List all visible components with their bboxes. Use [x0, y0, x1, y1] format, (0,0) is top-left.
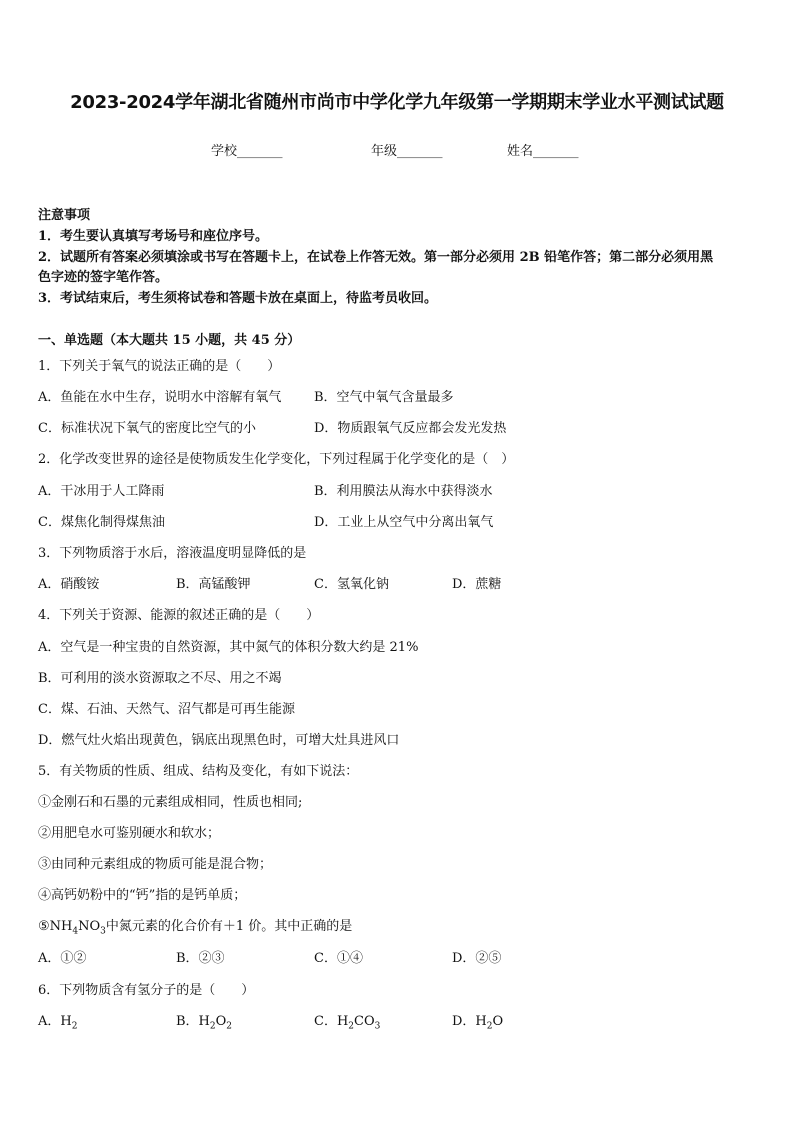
question-4-option-b: B．可利用的淡水资源取之不尽、用之不竭 [38, 671, 282, 686]
section-heading: 一、单选题（本大题共 15 小题，共 45 分） [38, 333, 301, 348]
question-5-option-d: D．②⑤ [452, 951, 502, 966]
grade-field: 年级_______ [371, 144, 443, 159]
question-5-stem: 5．有关物质的性质、组成、结构及变化，有如下说法： [38, 764, 359, 779]
question-6-option-b [176, 1010, 232, 1032]
name-field: 姓名_______ [507, 144, 579, 159]
question-5-option-c: C．①④ [314, 951, 363, 966]
formula-subscript: 2 [348, 1021, 355, 1032]
question-1-option-c: C．标准状况下氧气的密度比空气的小 [38, 421, 256, 436]
school-field: 学校_______ [211, 144, 283, 159]
question-6-option-d [452, 1010, 503, 1032]
formula-text: NO [78, 919, 101, 934]
formula-text: C．H [314, 1014, 349, 1029]
question-3-stem: 3．下列物质溶于水后，溶液温度明显降低的是 [38, 546, 307, 561]
question-3-option-b: B．高锰酸钾 [176, 577, 251, 592]
formula-text: CO [354, 1014, 375, 1029]
question-2-option-d: D．工业上从空气中分离出氧气 [314, 515, 494, 530]
question-6-option-c [314, 1010, 380, 1032]
formula-text: B．H [176, 1014, 210, 1029]
notice-item: 色字迹的签字笔作答。 [38, 270, 169, 285]
question-2-option-b: B．利用膜法从海水中获得淡水 [314, 484, 493, 499]
page-title: 2023-2024学年湖北省随州市尚市中学化学九年级第一学期期末学业水平测试试题 [70, 92, 724, 113]
question-4-option-a: A．空气是一种宝贵的自然资源，其中氮气的体积分数大约是 21% [38, 640, 419, 655]
formula-text: ⑤NH [38, 919, 73, 934]
question-5-statement-1: ①金刚石和石墨的元素组成相同，性质也相同; [38, 795, 303, 810]
question-6-option-a [38, 1010, 77, 1032]
formula-text: O [492, 1014, 504, 1029]
question-1-option-b: B．空气中氧气含量最多 [314, 390, 454, 405]
formula-subscript: 2 [226, 1021, 233, 1032]
question-4-option-c: C．煤、石油、天然气、沼气都是可再生能源 [38, 702, 295, 717]
formula-subscript: 3 [100, 926, 106, 937]
question-5-statement-5 [38, 915, 352, 937]
question-5-statement-3: ③由同种元素组成的物质可能是混合物； [38, 857, 273, 872]
statement-text: 中氮元素的化合价有＋1 价。其中正确的是 [105, 919, 353, 934]
question-5-statement-4: ④高钙奶粉中的“钙”指的是钙单质； [38, 888, 247, 903]
question-2-stem: 2．化学改变世界的途径是使物质发生化学变化，下列过程属于化学变化的是（ ） [38, 452, 515, 467]
formula-text: D．H [452, 1014, 487, 1029]
notice-heading: 注意事项 [38, 208, 91, 223]
question-6-stem: 6．下列物质含有氢分子的是（ ） [38, 983, 255, 998]
formula-text: O [215, 1014, 227, 1029]
notice-item: 3．考试结束后，考生须将试卷和答题卡放在桌面上，待监考员收回。 [38, 291, 438, 306]
formula-subscript: 2 [71, 1021, 78, 1032]
notice-item: 2．试题所有答案必须填涂或书写在答题卡上，在试卷上作答无效。第一部分必须用 2B 铅笔作答；第二部分必须用黑 [38, 250, 714, 265]
question-4-option-d: D．燃气灶火焰出现黄色，锅底出现黑色时，可增大灶具进风口 [38, 733, 400, 748]
question-5-statement-2: ②用肥皂水可鉴别硬水和软水； [38, 826, 221, 841]
question-1-option-d: D．物质跟氧气反应都会发光发热 [314, 421, 507, 436]
question-3-option-c: C．氢氧化钠 [314, 577, 389, 592]
formula-text: A．H [38, 1014, 72, 1029]
formula-subscript: 3 [374, 1021, 381, 1032]
formula-subscript: 4 [72, 926, 79, 937]
question-1-option-a: A．鱼能在水中生存，说明水中溶解有氧气 [38, 390, 282, 405]
question-5-option-a: A．①② [38, 951, 87, 966]
formula-subscript: 2 [209, 1021, 216, 1032]
formula-subscript: 2 [486, 1021, 493, 1032]
question-1-stem: 1．下列关于氧气的说法正确的是（ ） [38, 359, 281, 374]
question-3-option-a: A．硝酸铵 [38, 577, 100, 592]
question-2-option-c: C．煤焦化制得煤焦油 [38, 515, 165, 530]
question-4-stem: 4．下列关于资源、能源的叙述正确的是（ ） [38, 608, 320, 623]
question-2-option-a: A．干冰用于人工降雨 [38, 484, 165, 499]
notice-item: 1．考生要认真填写考场号和座位序号。 [38, 229, 269, 244]
question-3-option-d: D．蔗糖 [452, 577, 502, 592]
question-5-option-b: B．②③ [176, 951, 225, 966]
